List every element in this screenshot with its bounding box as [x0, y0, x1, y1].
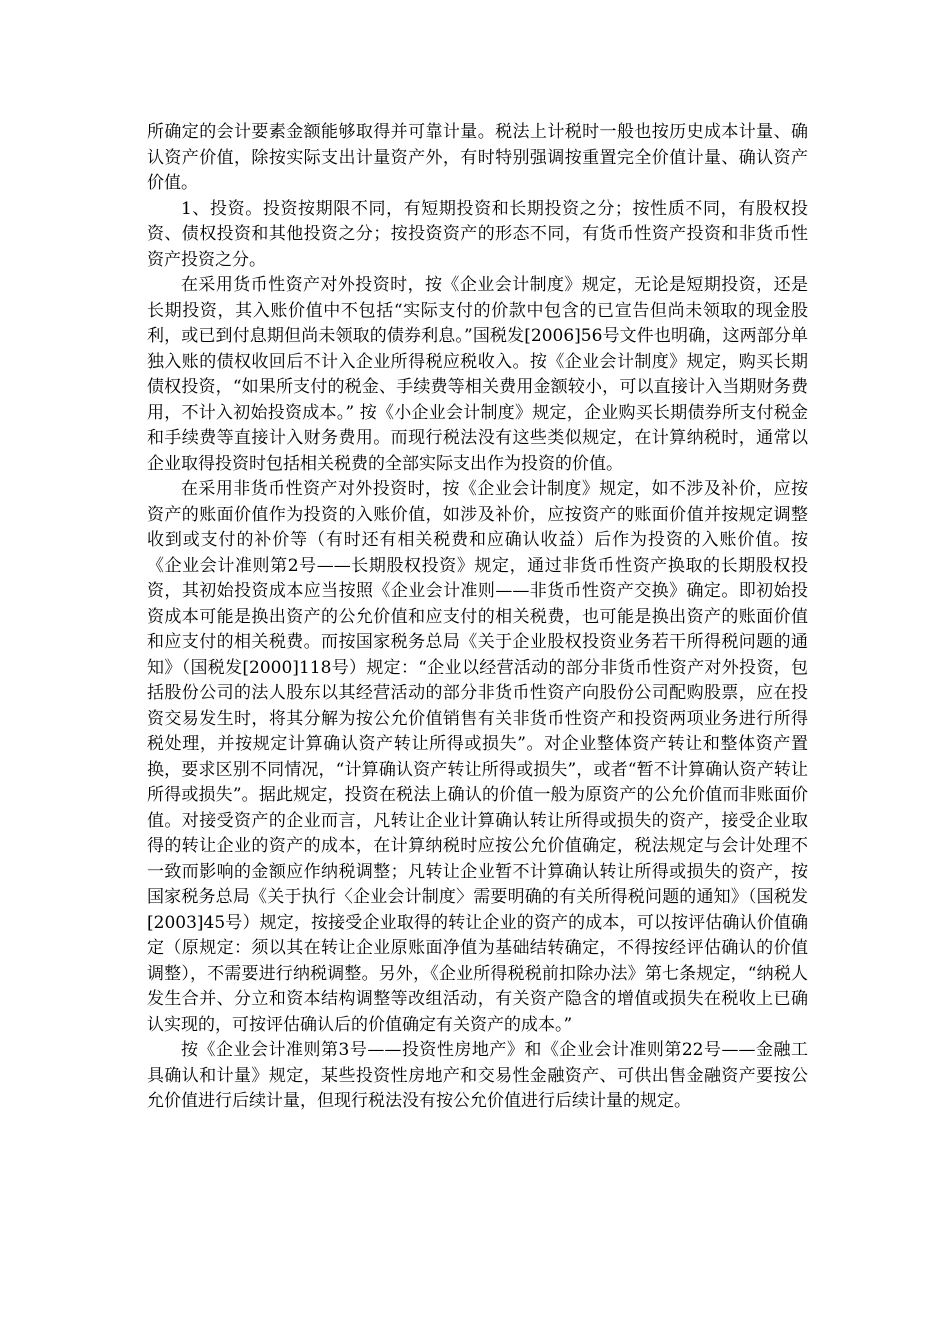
paragraph-fair-value: 按《企业会计准则第3号——投资性房地产》和《企业会计准则第22号——金融工具确认和计量》规定，某些投资性房地产和交易性金融资产、可供出售金融资产要按公允价值进行后续计量，但现行税法没有按公允价值进行后续计量的规定。 [147, 1040, 808, 1111]
paragraph-continuation: 所确定的会计要素金额能够取得并可靠计量。税法上计税时一般也按历史成本计量、确认资产价值，除按实际支出计量资产外，有时特别强调按重置完全价值计量、确认资产价值。 [147, 122, 808, 193]
paragraph-investment-intro: 1、投资。投资按期限不同，有短期投资和长期投资之分；按性质不同，有股权投资、债权投资和其他投资之分；按投资资产的形态不同，有货币性资产投资和非货币性资产投资之分。 [147, 198, 808, 270]
document-body [147, 120, 808, 1115]
paragraph-non-monetary-investment: 在采用非货币性资产对外投资时，按《企业会计制度》规定，如不涉及补价，应按资产的账面价值作为投资的入账价值，如涉及补价，应按资产的账面价值并按规定调整收到或支付的补价等（有时还有相关税费和应确认收益）后作为投资的入账价值。按《企业会计准则第2号——长期股权投资》规定，通过非货币性资产换取的长期股权投资，其初始投资成本应当按照《企业会计准则——非货币性资产交换》确定。即初始投资成本可能是换出资产的公允价值和应支付的相关税费，也可能是换出资产的账面价值和应支付的相关税费。而按国家税务总局《关于企业股权投资业务若干所得税问题的通知》（国税发[2000]118号）规定：“企业以经营活动的部分非货币性资产对外投资，包括股份公司的法人股东以其经营活动的部分非货币性资产向股份公司配购股票，应在投资交易发生时，将其分解为按公允价值销售有关非货币性资产和投资两项业务进行所得税处理，并按规定计算确认资产转让所得或损失”。对企业整体资产转让和整体资产置换，要求区别不同情况，“计算确认资产转让所得或损失”，或者“暂不计算确认资产转让所得或损失”。据此规定，投资在税法上确认的价值一般为原资产的公允价值而非账面价值。对接受资产的企业而言，凡转让企业计算确认转让所得或损失的资产，接受企业取得的转让企业的资产的成本，在计算纳税时应按公允价值确定，税法规定与会计处理不一致而影响的金额应作纳税调整；凡转让企业暂不计算确认转让所得或损失的资产，按国家税务总局《关于执行〈企业会计制度〉需要明确的有关所得税问题的通知》（国税发[2003]45号）规定，按接受企业取得的转让企业的资产的成本，可以按评估确认价值确定（原规定：须以其在转让企业原账面净值为基础结转确定，不得按经评估确认的价值调整），不需要进行纳税调整。另外，《企业所得税税前扣除办法》第七条规定，“纳税人发生合并、分立和资本结构调整等改组活动，有关资产隐含的增值或损失在税收上已确认实现的，可按评估确认后的价值确定有关资产的成本。” [147, 479, 808, 1035]
paragraph-monetary-investment: 在采用货币性资产对外投资时，按《企业会计制度》规定，无论是短期投资，还是长期投资，其入账价值中不包括“实际支付的价款中包含的已宣告但尚未领取的现金股利，或已到付息期但尚未领取的债券利息。”国税发[2006]56号文件也明确，这两部分单独入账的债权收回后不计入企业所得税应税收入。按《企业会计制度》规定，购买长期债权投资，“如果所支付的税金、手续费等相关费用金额较小，可以直接计入当期财务费用，不计入初始投资成本。” 按《小企业会计制度》规定，企业购买长期债券所支付税金和手续费等直接计入财务费用。而现行税法没有这些类似规定，在计算纳税时，通常以企业取得投资时包括相关税费的全部实际支出作为投资的价值。 [147, 275, 808, 474]
